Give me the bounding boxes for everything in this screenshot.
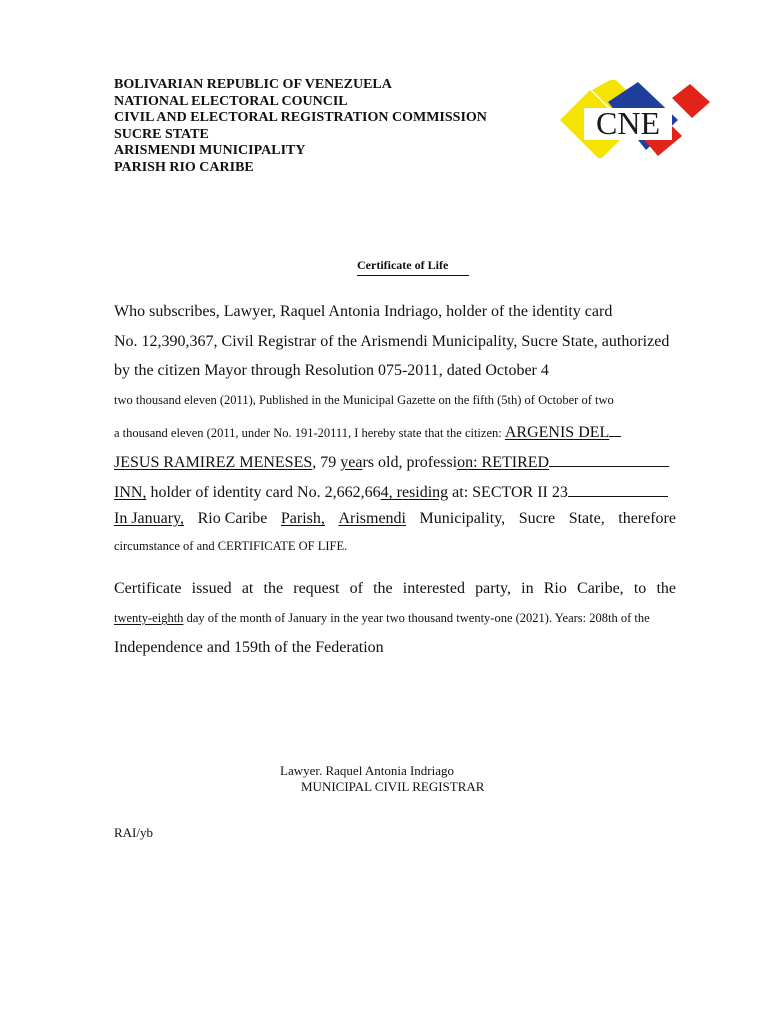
body-line: [114, 422, 621, 442]
citizen-name: JESUS RAMIREZ MENESES: [114, 454, 313, 471]
body-line: circumstance of and CERTIFICATE OF LIFE.: [114, 539, 348, 553]
body-line: by the citizen Mayor through Resolution 075-2011, dated October 4: [114, 362, 549, 379]
issued-word: in: [521, 580, 534, 597]
logo-text: CNE: [596, 105, 660, 141]
body-line: Who subscribes, Lawyer, Raquel Antonia Indriago, holder of the identity card: [114, 303, 613, 320]
issued-word: request: [293, 580, 340, 597]
body-word: Arismendi: [338, 510, 406, 527]
cne-logo: [552, 80, 712, 158]
signatory-name: Lawyer. Raquel Antonia Indriago: [280, 763, 455, 778]
body-word: Municipality,: [419, 510, 506, 527]
document-title: Certificate of Life: [357, 258, 469, 276]
body-word: Sucre: [518, 510, 556, 527]
issued-word: issued: [191, 580, 232, 597]
body-word: State,: [568, 510, 605, 527]
body-text: at: SECTOR II 23: [448, 484, 568, 501]
issued-word: at: [241, 580, 254, 597]
body-word: Parish,: [280, 510, 325, 527]
body-text: holder of identity card No. 2,662,66: [146, 484, 381, 501]
issued-word: Certificate: [114, 580, 182, 597]
issued-word: the: [263, 580, 284, 597]
profession-cont: INN,: [114, 484, 147, 501]
body-word: Rio Caribe: [197, 510, 268, 527]
letterhead-line: BOLIVARIAN REPUBLIC OF VENEZUELA: [114, 77, 392, 92]
issued-word: of: [349, 580, 363, 597]
letterhead: [114, 77, 487, 177]
body-text: , 79: [312, 454, 341, 471]
issued-word: to: [633, 580, 647, 597]
body-line: [114, 452, 669, 472]
body-text: yea: [340, 454, 363, 471]
body-line: [114, 482, 668, 502]
letterhead-line: PARISH RIO CARIBE: [114, 159, 254, 175]
logo-red-diamond-right: [672, 84, 710, 118]
letterhead-line: CIVIL AND ELECTORAL REGISTRATION COMMISSION: [114, 110, 487, 126]
body-line-justified: [114, 510, 676, 528]
signatory-role: MUNICIPAL CIVIL REGISTRAR: [301, 779, 485, 794]
issued-line-justified: [114, 580, 676, 598]
letterhead-line: NATIONAL ELECTORAL COUNCIL: [114, 93, 348, 109]
citizen-name-part: ARGENIS DEL: [504, 424, 610, 441]
issued-word: Rio: [543, 580, 567, 597]
profession: on: RETIRED: [457, 454, 550, 471]
body-word: In January,: [114, 510, 185, 527]
letterhead-line: ARISMENDI MUNICIPALITY: [114, 143, 306, 159]
blank-fill: [549, 452, 669, 467]
blank-fill: [568, 482, 668, 497]
issued-word: the: [656, 580, 676, 597]
issued-line: Independence and 159th of the Federation: [114, 639, 384, 656]
body-line: two thousand eleven (2011), Published in the Municipal Gazette on the fifth (5th) of October of two: [114, 393, 614, 407]
issued-word: interested: [402, 580, 465, 597]
reference-initials: RAI/yb: [114, 825, 153, 840]
body-text: a thousand eleven (2011, under No. 191-20111, I hereby state that the citizen:: [114, 426, 505, 440]
body-word: therefore: [618, 510, 676, 527]
issued-word: party,: [475, 580, 511, 597]
issued-day: twenty-eighth: [114, 611, 184, 625]
issued-word: the: [373, 580, 393, 597]
body-text: rs old, professi: [362, 454, 458, 471]
blank-fill: [609, 422, 621, 437]
body-line: No. 12,390,367, Civil Registrar of the Arismendi Municipality, Sucre State, authorized: [114, 333, 670, 350]
issued-line: [114, 611, 650, 626]
body-text: 4, residing: [380, 484, 449, 501]
issued-word: Caribe,: [577, 580, 624, 597]
letterhead-line: SUCRE STATE: [114, 126, 209, 142]
issued-text: day of the month of January in the year two thousand twenty-one (2021). Years: 208th of the: [183, 611, 650, 625]
